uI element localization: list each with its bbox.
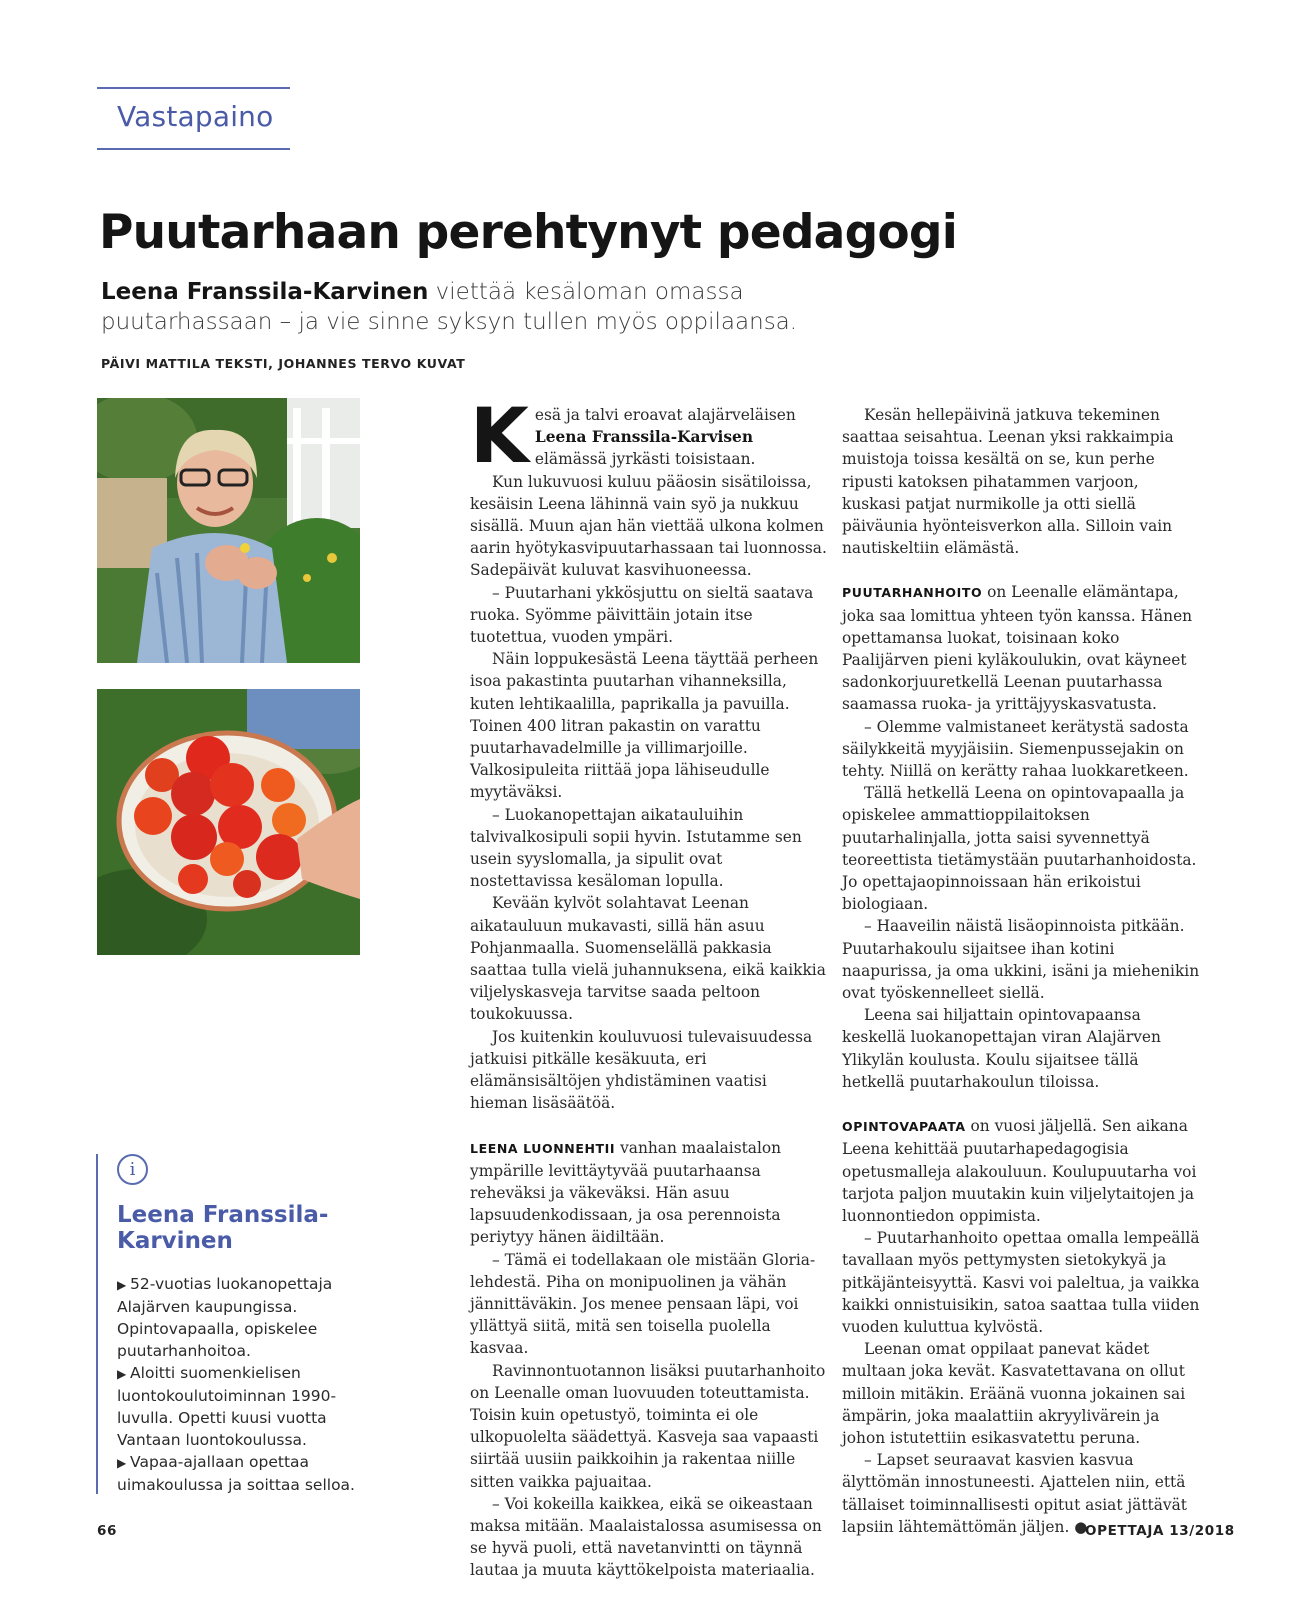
section-lead-in: PUUTARHANHOITO [842, 585, 983, 601]
info-box-bar [96, 1154, 98, 1494]
info-list-item: ▶ Vapaa-ajallaan opettaa uimakoulussa ja soittaa selloa. [117, 1451, 367, 1496]
drop-cap: K [470, 391, 529, 480]
paragraph: – Tämä ei todellakaan ole mistään Gloria-lehdestä. Piha on monipuolinen ja vähän jännittäväkin. Jos menee pensaan läpi, voi yllättyä siitä, mitä sen toisella puolella kasvaa. [470, 1250, 816, 1358]
paragraph: Leena sai hiljattain opintovapaansa keskellä luokanopettajan viran Alajärven Ylikylän koulusta. Koulu sijaitsee tällä hetkellä puutarhakoulun tiloissa. [842, 1006, 1161, 1091]
section-label: Vastapaino [117, 100, 274, 133]
lede-text: viettää kesäloman omassa puutarhassaan – ja vie sinne syksyn tullen myös oppilaansa. [101, 279, 798, 335]
paragraph [470, 1137, 828, 1249]
paragraph: Kevään kylvöt solahtavat Leenan aikatauluun mukavasti, sillä hän asuu Pohjanmaalla. Suomenselällä pakkasia saattaa tulla vielä juhannuksena, eikä kaikkia viljelyskasveja tarvitse saada peltoon toukokuussa. [470, 894, 826, 1024]
paragraph: Tällä hetkellä Leena on opintovapaalla ja opiskelee ammattioppilaitoksen puutarhalinjalla, jotta saisi syvennettyä teoreettista tietämystään puutarhanhoidosta. Jo opettajaopinnoissaan hän erikoistui biologiaan. [842, 784, 1197, 914]
paragraph: Näin loppukesästä Leena täyttää perheen isoa pakastinta puutarhan vihanneksilla, kuten lehtikaalilla, paprikalla ja pavuilla. Toinen 400 litran pakastin on varattu puutarhavadelmille ja villimarjoille. Valkosipuleita riittää jopa lähiseudulle myytäväksi. [470, 650, 819, 802]
article-column-2 [842, 404, 1200, 1538]
paragraph: – Puutarhanhoito opettaa omalla lempeällä tavallaan myös pettymysten sietokykyä ja pitkäjänteisyyttä. Kasvi voi paleltua, ja vaikka kaikki onnistuisikin, satoa saattaa tulla viiden vuoden kuluttua kylvöstä. [842, 1229, 1200, 1336]
byline-credits: PÄIVI MATTILA TEKSTI, JOHANNES TERVO KUVAT [101, 356, 466, 371]
paragraph: – Luokanopettajan aikatauluihin talvivalkosipuli sopii hyvin. Istutamme sen usein syyslomalla, ja sipulit ovat nostettavissa kesäloman lopulla. [470, 805, 802, 891]
paragraph-text: on Leenalle elämäntapa, joka saa lomittua yhteen työn kanssa. Hänen opettamansa luokat, toisinaan koko Paalijärven pieni kyläkoulukin, ovat käyneet sadonkorjuuretkellä Leenan puutarhassa saamassa ruoka- ja yrittäjyyskasvatusta. [842, 583, 1193, 714]
subject-name: Leena Franssila-Karvisen [534, 428, 754, 447]
tomato-bowl-photo [97, 689, 360, 955]
lede-name: Leena Franssila-Karvinen [101, 279, 429, 305]
section-lead-in: LEENA LUONNEHTII [470, 1140, 616, 1156]
paragraph: – Olemme valmistaneet kerätystä sadosta säilykkeitä myyjäisiin. Siemenpussejakin on tehty. Niillä on kerätty rahaa luokkaretkeen. [842, 717, 1189, 781]
paragraph [470, 391, 828, 480]
paragraph-text: esä ja talvi eroavat alajärveläisen [534, 406, 796, 424]
paragraph: Leenan omat oppilaat panevat kädet multaan joka kevät. Kasvatettavana on ollut milloin mitäkin. Eräänä vuonna jokainen sai ämpärin, joka maalattiin akryylivärein ja johon istutettiin esikasvatettu peruna. [842, 1340, 1186, 1447]
paragraph: – Voi kokeilla kaikkea, eikä se oikeastaan maksa mitään. Maalaistalossa asumisessa on se hyvä puoli, että navetanvintti on täynnä lautaa ja muuta käyttökelpoista materiaalia. [470, 1494, 822, 1580]
section-lead-in: OPINTOVAPAATA [842, 1119, 966, 1135]
lede [101, 277, 861, 337]
info-icon: i [117, 1154, 148, 1185]
end-mark-icon: ● [1074, 1517, 1088, 1536]
publication-issue: OPETTAJA 13/2018 [1085, 1523, 1235, 1539]
paragraph: Kesän hellepäivinä jatkuva tekeminen saattaa seisahtua. Leenan yksi rakkaimpia muistoja toissa kesältä on se, kun perhe ripusti katoksen pihatammen varjoon, kuskasi patjat nurmikolle ja otti siellä päiväunia hyönteisverkon alla. Silloin vain nautiskeltiin elämästä. [842, 406, 1174, 558]
paragraph-text: – Lapset seuraavat kasvien kasvua älyttömän innostuneesti. Ajattelen niin, että tällaiset toiminnallisesti opitut asiat jättävät lapsiin lähtemättömän jäljen. [842, 1451, 1187, 1536]
paragraph: – Haaveilin näistä lisäopinnoista pitkään. Puutarhakoulu sijaitsee ihan kotini naapurissa, ja oma ukkini, isäni ja miehenikin ovat työskennelleet siellä. [842, 917, 1200, 1003]
section-rule [97, 148, 290, 150]
paragraph [842, 581, 1200, 715]
headline: Puutarhaan perehtynyt pedagogi [99, 205, 958, 260]
info-box-title: Leena Franssila-Karvinen [117, 1202, 329, 1254]
page-number: 66 [97, 1523, 117, 1539]
paragraph [842, 1115, 1200, 1227]
paragraph: – Puutarhani ykkösjuttu on sieltä saatava ruoka. Syömme päivittäin jotain itse tuotettua, vuoden ympäri. [470, 583, 814, 647]
article-column-1 [470, 391, 828, 1582]
paragraph-text: vanhan maalaistalon ympärille levittäytyvää puutarhaansa reheväksi ja väkeväksi. Hän asuu lapsuudenkodissaan, ja osa perennoista periytyy hänen äidiltään. [470, 1138, 782, 1247]
info-list-item: ▶ Aloitti suomenkielisen luontokoulutoiminnan 1990-luvulla. Opetti kuusi vuotta Vantaan luontokoulussa. [117, 1362, 367, 1451]
info-list-item: ▶ 52-vuotias luokanopettaja Alajärven kaupungissa. Opintovapaalla, opiskelee puutarhanhoitoa. [117, 1273, 367, 1362]
paragraph-text: on vuosi jäljellä. Sen aikana Leena kehittää puutarhapedagogisia opetusmalleja alakouluun. Koulupuutarha voi tarjota paljon muutakin kuin viljelytaitojen ja luonnontiedon oppimista. [842, 1117, 1197, 1225]
top-rule [97, 87, 290, 89]
paragraph-text: elämässä jyrkästi toisistaan. [534, 450, 756, 469]
info-list [117, 1273, 367, 1496]
paragraph: Ravinnontuotannon lisäksi puutarhanhoito on Leenalle oman luovuuden toteuttamista. Toisin kuin opetustyö, toiminta ei ole ulkopuolelta säädettyä. Kasveja saa vapaasti siirtää uusiin paikkoihin ja rakentaa niille sitten vaikka pajuaitaa. [470, 1361, 826, 1491]
paragraph: Kun lukuvuosi kuluu pääosin sisätiloissa, kesäisin Leena lähinnä vain syö ja nukkuu sisällä. Muun ajan hän viettää ulkona kolmen aarin hyötykasvipuutarhassaan tai luonnossa. Sadepäivät kuluvat kasvihuoneessa. [470, 472, 827, 580]
paragraph: Jos kuitenkin kouluvuosi tulevaisuudessa jatkuisi pitkälle kesäkuuta, eri elämänsisältöjen yhdistäminen vaatisi hieman lisäsäätöä. [470, 1027, 813, 1113]
portrait-photo [97, 398, 360, 663]
